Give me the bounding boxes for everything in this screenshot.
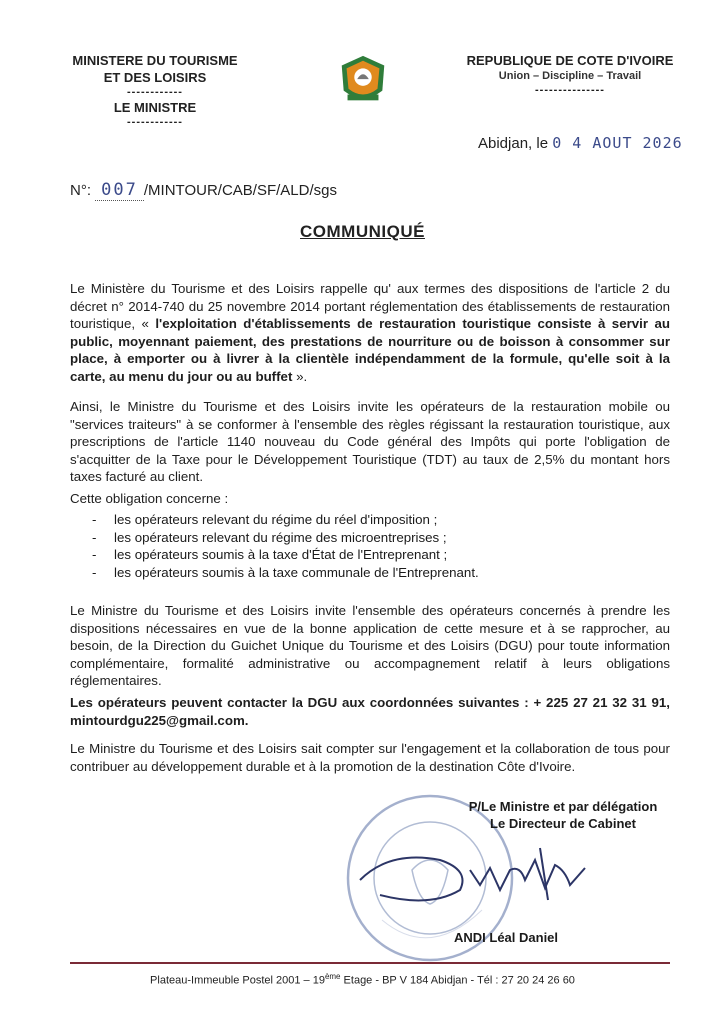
- document-title: COMMUNIQUÉ: [300, 222, 425, 241]
- footer-address-part1: Plateau-Immeuble Postel 2001 – 19: [150, 974, 325, 987]
- republic-header: [440, 52, 700, 97]
- signatory-title: Le Directeur de Cabinet: [490, 816, 636, 831]
- date-line: [478, 134, 683, 152]
- list-item: - les opérateurs relevant du régime des microentreprises ;: [92, 529, 652, 547]
- handwritten-signature-icon: [350, 840, 630, 910]
- footer-rule: [70, 962, 670, 964]
- ministry-header: [40, 52, 270, 129]
- contact-paragraph: Les opérateurs peuvent contacter la DGU aux coordonnées suivantes : + 225 27 21 32 31 91, mintourdgu225@gmail.com.: [70, 695, 670, 728]
- list-item: - les opérateurs soumis à la taxe d'État de l'Entreprenant ;: [92, 546, 652, 564]
- footer-address: [0, 972, 725, 987]
- separator-dots: ---------------: [535, 84, 605, 96]
- footer-superscript: ème: [324, 972, 341, 981]
- coat-of-arms-icon: [334, 52, 392, 110]
- footer-address-part2: Etage - BP V 184 Abidjan - Tél : 27 20 24 26 60: [340, 974, 575, 987]
- ministry-name-line1: MINISTERE DU TOURISME: [72, 53, 238, 68]
- paragraph-1-quote: l'exploitation d'établissements de restauration touristique consiste à servir au public, moyennant paiement, des prestations de nourriture ou de boisson à consommer sur place, à emporter ou à livrer à la clientèle indépendamment de la formule, qu'elle soit à la carte, au menu du jour ou au buffet: [70, 316, 670, 384]
- paragraph-2: Ainsi, le Ministre du Tourisme et des Loisirs invite les opérateurs de la restauration mobile ou "services traiteurs" à se conformer à l'ensemble des règles régissant la restauration touristique, aux prescriptions de l'article 1140 nouveau du Code général des Impôts qui porte l'obligation de s'acquitter de la Taxe pour le Développement Touristique (TDT) au taux de 2,5% du montant hors taxes facturé au client.: [70, 399, 670, 485]
- paragraph-3: Cette obligation concerne :: [70, 491, 229, 506]
- delegation-line: P/Le Ministre et par délégation: [468, 799, 658, 814]
- reference-prefix: N°:: [70, 182, 91, 199]
- national-motto: Union – Discipline – Travail: [498, 70, 642, 82]
- reference-handwritten-number: 007: [95, 180, 144, 201]
- obligation-list: [92, 511, 652, 581]
- signer-name: ANDI Léal Daniel: [454, 930, 559, 945]
- ministry-name-line2: ET DES LOISIRS: [103, 70, 207, 85]
- republic-name: REPUBLIQUE DE COTE D'IVOIRE: [466, 53, 674, 68]
- paragraph-1-end: ».: [292, 368, 308, 384]
- paragraph-1-intro: Le Ministère du Tourisme et des Loisirs rappelle qu' aux termes des dispositions de l'article 2 du décret n° 2014-740 du 25 novembre 2014 portant réglementation des établissements de restauration touristique, «: [70, 281, 670, 332]
- paragraph-4: Le Ministre du Tourisme et des Loisirs invite l'ensemble des opérateurs concernés à prendre les dispositions nécessaires en vue de la bonne application de cette mesure et à se rapprocher, au besoin, de la Direction du Guichet Unique du Tourisme et des Loisirs (DGU) pour toute information complémentaire, formalité administrative ou accompagnement relatif à leurs obligations réglementaires.: [70, 603, 670, 689]
- signature-block: [448, 798, 678, 832]
- separator-dots: ------------: [127, 116, 183, 128]
- reference-number: [70, 180, 337, 200]
- paragraph-1: [70, 280, 670, 386]
- reference-suffix: /MINTOUR/CAB/SF/ALD/sgs: [143, 182, 337, 199]
- separator-dots: ------------: [127, 86, 183, 98]
- list-item: - les opérateurs soumis à la taxe communale de l'Entreprenant.: [92, 564, 652, 582]
- minister-label: LE MINISTRE: [113, 100, 197, 115]
- paragraph-6: Le Ministre du Tourisme et des Loisirs sait compter sur l'engagement et la collaboration de tous pour contribuer au développement durable et à la promotion de la destination Côte d'Ivoire.: [70, 741, 670, 774]
- list-item: - les opérateurs relevant du régime du réel d'imposition ;: [92, 511, 652, 529]
- handwritten-date: 0 4 AOUT 2026: [552, 134, 683, 152]
- date-prefix: Abidjan, le: [478, 135, 549, 152]
